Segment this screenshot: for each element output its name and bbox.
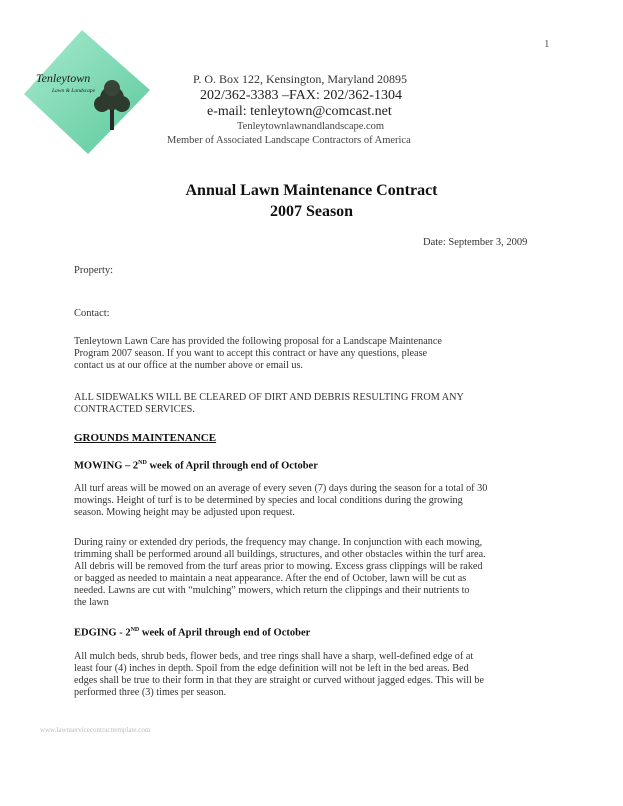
edging-line: All mulch beds, shrub beds, flower beds, and tree rings shall have a sharp, well-defined edge of at xyxy=(74,651,474,662)
sidewalk-notice xyxy=(74,392,464,416)
intro-line: Program 2007 season. If you want to accept this contract or have any questions, please xyxy=(74,348,428,359)
grounds-maintenance-heading: GROUNDS MAINTENANCE xyxy=(74,432,217,444)
notice-line: CONTRACTED SERVICES. xyxy=(74,404,195,415)
date-line: Date: September 3, 2009 xyxy=(423,237,528,248)
property-label: Property: xyxy=(74,265,114,276)
logo-name: Tenleytown xyxy=(36,71,91,85)
mowing-line: season. Mowing height may be adjusted upon request. xyxy=(74,507,295,518)
mowing-line: During rainy or extended dry periods, the frequency may change. In conjunction with each mowing, xyxy=(74,537,483,548)
mowing-line: or bagged as needed to maintain a neat appearance. After the end of October, lawn will be cut as xyxy=(74,573,467,584)
mowing-line: All debris will be removed from the turf areas prior to mowing. Excess grass clippings will be raked xyxy=(74,561,483,572)
mowing-paragraph-1 xyxy=(74,483,487,519)
mowing-paragraph-2 xyxy=(74,537,486,609)
edging-line: least four (4) inches in depth. Spoil from the edge definition will not be left in the bed areas. Bed xyxy=(74,663,469,674)
mowing-line: All turf areas will be mowed on an average of every seven (7) days during the season for a total of 30 xyxy=(74,483,488,494)
mowing-line: mowings. Height of turf is to be determined by species and local conditions during the growing xyxy=(74,495,463,506)
company-logo xyxy=(22,28,152,156)
mowing-heading: MOWING – 2ND week of April through end of October xyxy=(74,460,318,472)
contract-title: Annual Lawn Maintenance Contract xyxy=(185,182,438,199)
intro-paragraph xyxy=(74,336,442,372)
mowing-line: needed. Lawns are cut with “mulching” mowers, which return the clippings and their nutrients to xyxy=(74,585,470,596)
header-member: Member of Associated Landscape Contractors of America xyxy=(167,135,411,146)
intro-line: contact us at our office at the number above or email us. xyxy=(74,360,303,371)
notice-line: ALL SIDEWALKS WILL BE CLEARED OF DIRT AND DEBRIS RESULTING FROM ANY xyxy=(74,392,464,403)
edging-heading: EDGING - 2ND week of April through end of October xyxy=(74,627,311,639)
intro-line: Tenleytown Lawn Care has provided the following proposal for a Landscape Maintenance xyxy=(74,336,442,347)
edging-line: edges shall be true to their form in that they are straight or curved without jagged edges. This will be xyxy=(74,675,485,686)
logo-subname: Lawn & Landscape xyxy=(52,88,96,94)
edging-paragraph xyxy=(74,651,484,699)
header-website: Tenleytownlawnandlandscape.com xyxy=(237,121,385,132)
header-address: P. O. Box 122, Kensington, Maryland 20895 xyxy=(193,72,407,86)
header-email: e-mail: tenleytown@comcast.net xyxy=(207,104,392,119)
edging-line: performed three (3) times per season. xyxy=(74,687,227,698)
mowing-line: trimming shall be performed around all buildings, structures, and other obstacles within the turf area. xyxy=(74,549,486,560)
page-number: 1 xyxy=(544,38,550,50)
watermark: www.lawnservicecontracttemplate.com xyxy=(40,726,151,734)
contact-label: Contact: xyxy=(74,308,110,319)
contract-season: 2007 Season xyxy=(269,203,354,220)
header-phone-fax: 202/362-3383 –FAX: 202/362-1304 xyxy=(200,88,402,103)
mowing-line: the lawn xyxy=(74,597,109,608)
logo-graphic xyxy=(22,28,152,156)
